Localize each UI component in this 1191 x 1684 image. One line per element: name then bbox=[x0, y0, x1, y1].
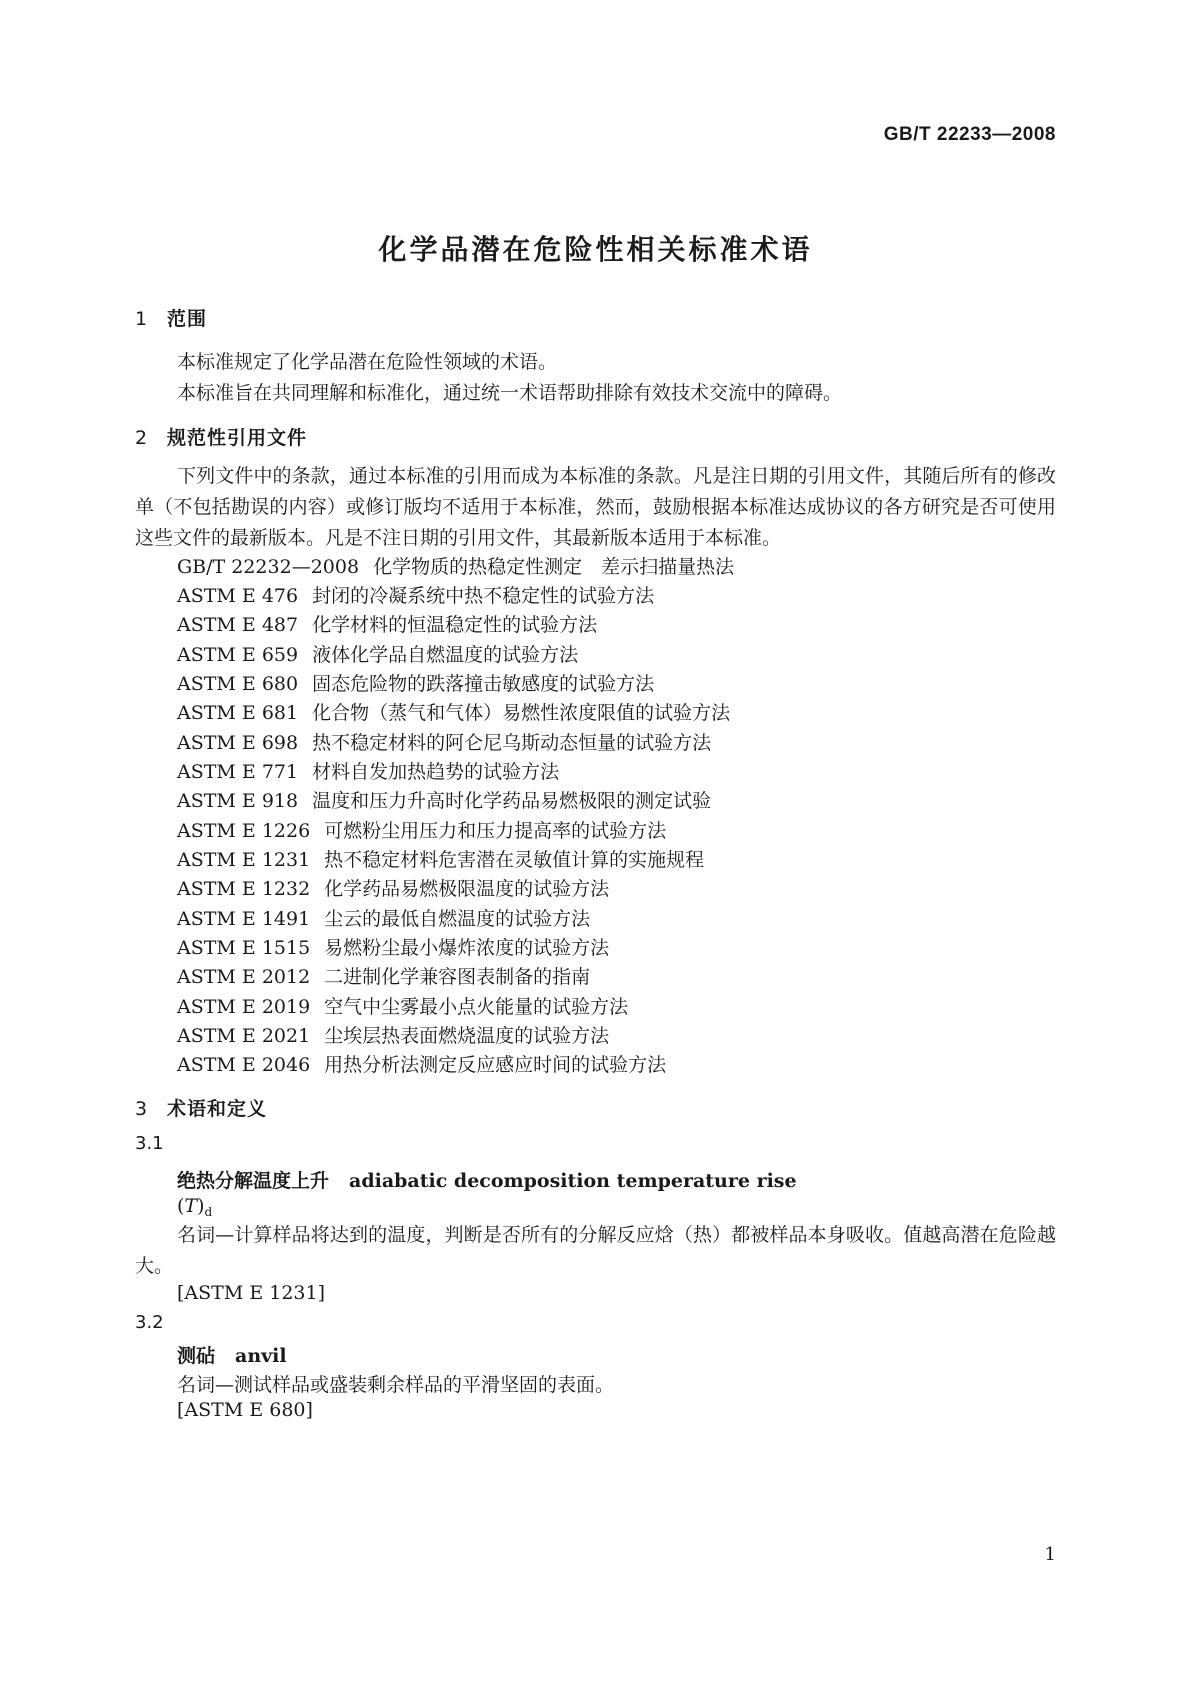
section-2-heading bbox=[135, 423, 307, 450]
reference-title: 热不稳定材料危害潜在灵敏值计算的实施规程 bbox=[324, 849, 705, 871]
reference-code: ASTM E 771 bbox=[177, 761, 299, 783]
reference-item bbox=[177, 640, 578, 667]
reference-item bbox=[177, 816, 666, 843]
reference-title: 尘云的最低自燃温度的试验方法 bbox=[324, 908, 591, 930]
term-chinese: 测砧 bbox=[177, 1345, 216, 1367]
reference-code: ASTM E 1232 bbox=[177, 878, 311, 900]
standard-code: GB/T 22233—2008 bbox=[883, 124, 1056, 145]
reference-title: 温度和压力升高时化学药品易燃极限的测定试验 bbox=[312, 790, 712, 812]
reference-title: 化学药品易燃极限温度的试验方法 bbox=[324, 878, 610, 900]
term-source: [ASTM E 1231] bbox=[177, 1282, 325, 1304]
reference-code: ASTM E 680 bbox=[177, 673, 299, 695]
scope-paragraph: 本标准旨在共同理解和标准化，通过统一术语帮助排除有效技术交流中的障碍。 bbox=[177, 382, 843, 404]
reference-item bbox=[177, 552, 734, 579]
term-source: [ASTM E 680] bbox=[177, 1399, 313, 1421]
reference-title: 二进制化学兼容图表制备的指南 bbox=[324, 966, 591, 988]
reference-code: ASTM E 476 bbox=[177, 585, 299, 607]
reference-item bbox=[177, 962, 590, 989]
reference-code: ASTM E 2021 bbox=[177, 1025, 311, 1047]
reference-item bbox=[177, 698, 730, 725]
reference-code: ASTM E 681 bbox=[177, 702, 299, 724]
term-symbol: $(T)_d$ bbox=[177, 1195, 213, 1219]
reference-title: 尘埃层热表面燃烧温度的试验方法 bbox=[324, 1025, 610, 1047]
reference-item bbox=[177, 1050, 666, 1077]
term-entry bbox=[177, 1166, 797, 1193]
reference-item bbox=[177, 610, 597, 637]
reference-title: 固态危险物的跌落撞击敏感度的试验方法 bbox=[312, 673, 655, 695]
reference-item bbox=[177, 669, 654, 696]
reference-code: ASTM E 487 bbox=[177, 614, 299, 636]
reference-item bbox=[177, 904, 590, 931]
reference-code: ASTM E 2019 bbox=[177, 996, 311, 1018]
reference-item bbox=[177, 786, 711, 813]
clause-number: 3.1 bbox=[135, 1133, 164, 1154]
page-number: 1 bbox=[1044, 1544, 1056, 1565]
section-title: 范围 bbox=[167, 308, 208, 330]
term-chinese: 绝热分解温度上升 bbox=[177, 1170, 330, 1192]
document-title: 化学品潜在危险性相关标准术语 bbox=[378, 233, 813, 266]
term-definition: 名词—测试样品或盛装剩余样品的平滑坚固的表面。 bbox=[177, 1374, 615, 1396]
section-title: 规范性引用文件 bbox=[167, 427, 308, 449]
term-entry bbox=[177, 1341, 287, 1368]
reference-title: 液体化学品自燃温度的试验方法 bbox=[312, 644, 579, 666]
reference-code: ASTM E 918 bbox=[177, 790, 299, 812]
section-number: 3 bbox=[135, 1098, 149, 1120]
reference-code: ASTM E 1231 bbox=[177, 849, 311, 871]
reference-code: ASTM E 2012 bbox=[177, 966, 311, 988]
reference-item bbox=[177, 728, 711, 755]
section-title: 术语和定义 bbox=[167, 1098, 268, 1120]
term-definition: 名词—计算样品将达到的温度，判断是否所有的分解反应焓（热）都被样品本身吸收。值越高潜在危险越大。 bbox=[135, 1224, 1056, 1277]
reference-title: 易燃粉尘最小爆炸浓度的试验方法 bbox=[324, 937, 610, 959]
section-1-heading bbox=[135, 304, 207, 331]
reference-title: 封闭的冷凝系统中热不稳定性的试验方法 bbox=[312, 585, 655, 607]
section-3-heading bbox=[135, 1094, 267, 1121]
reference-item bbox=[177, 933, 609, 960]
reference-title: 空气中尘雾最小点火能量的试验方法 bbox=[324, 996, 629, 1018]
reference-item bbox=[177, 757, 559, 784]
reference-code: ASTM E 2046 bbox=[177, 1054, 311, 1076]
reference-item bbox=[177, 1021, 609, 1048]
reference-item bbox=[177, 874, 609, 901]
reference-title: 化合物（蒸气和气体）易燃性浓度限值的试验方法 bbox=[312, 702, 731, 724]
reference-code: ASTM E 1515 bbox=[177, 937, 311, 959]
term-english: anvil bbox=[235, 1345, 287, 1367]
reference-title: 材料自发加热趋势的试验方法 bbox=[312, 761, 560, 783]
reference-item bbox=[177, 992, 628, 1019]
section-number: 2 bbox=[135, 427, 149, 449]
term-english: adiabatic decomposition temperature rise bbox=[349, 1170, 797, 1192]
reference-code: ASTM E 659 bbox=[177, 644, 299, 666]
reference-item bbox=[177, 581, 654, 608]
references-intro-paragraph: 下列文件中的条款，通过本标准的引用而成为本标准的条款。凡是注日期的引用文件，其随后所有的修改单（不包括勘误的内容）或修订版均不适用于本标准，然而，鼓励根据本标准达成协议的各方研究是否可使用这些文件的最新版本。凡是不注日期的引用文件，其最新版本适用于本标准。 bbox=[135, 465, 1056, 549]
reference-code: ASTM E 1491 bbox=[177, 908, 311, 930]
reference-item bbox=[177, 845, 704, 872]
reference-code: ASTM E 1226 bbox=[177, 820, 311, 842]
reference-title: 用热分析法测定反应感应时间的试验方法 bbox=[324, 1054, 667, 1076]
reference-code: GB/T 22232—2008 bbox=[177, 556, 360, 578]
reference-title: 可燃粉尘用压力和压力提高率的试验方法 bbox=[324, 820, 667, 842]
reference-title: 化学物质的热稳定性测定 差示扫描量热法 bbox=[373, 556, 735, 578]
section-number: 1 bbox=[135, 308, 149, 330]
reference-code: ASTM E 698 bbox=[177, 732, 299, 754]
scope-paragraph: 本标准规定了化学品潜在危险性领域的术语。 bbox=[177, 351, 558, 373]
clause-number: 3.2 bbox=[135, 1312, 164, 1333]
reference-title: 化学材料的恒温稳定性的试验方法 bbox=[312, 614, 598, 636]
reference-title: 热不稳定材料的阿仑尼乌斯动态恒量的试验方法 bbox=[312, 732, 712, 754]
